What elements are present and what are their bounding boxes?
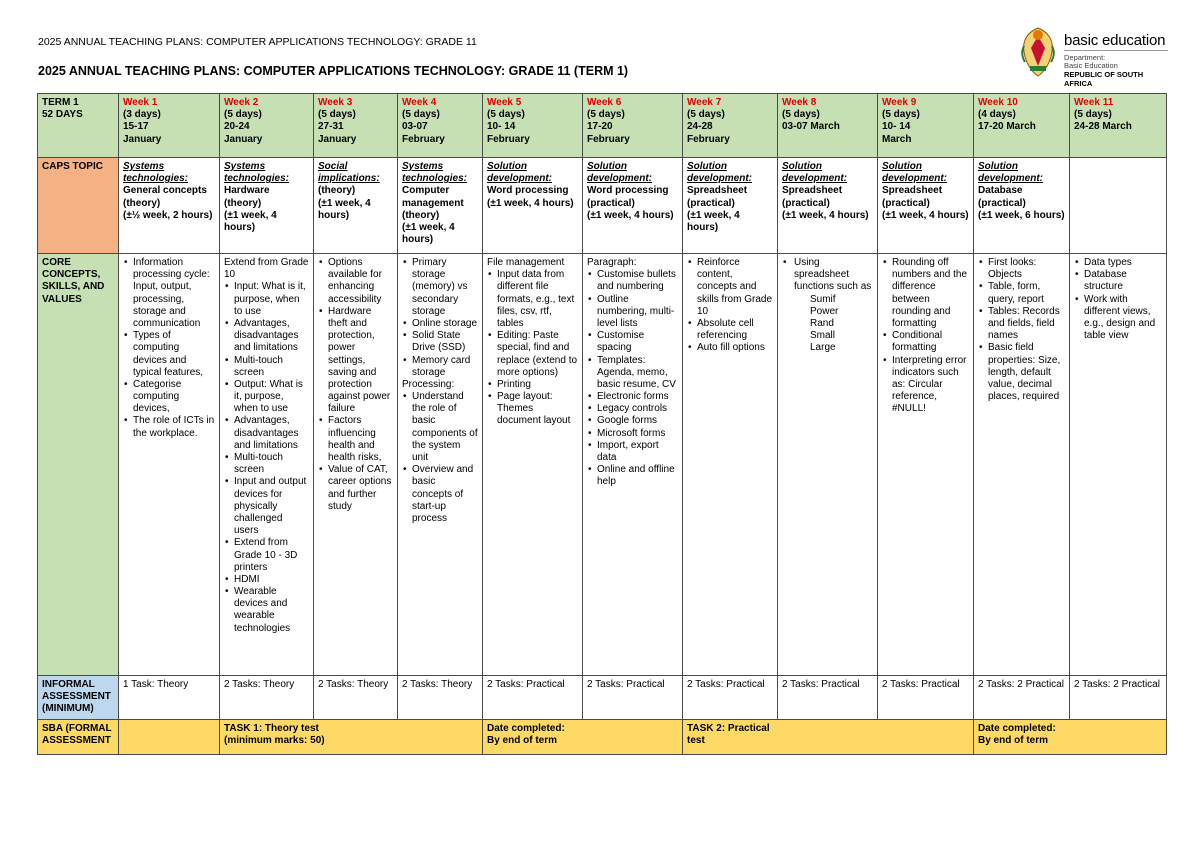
core-intro: File management: [487, 257, 565, 268]
sba-date1-label: Date completed:: [487, 722, 565, 734]
sba-date1-value: By end of term: [487, 734, 558, 746]
week-header-6: [583, 94, 683, 158]
caps-topic-week1: [119, 158, 220, 254]
caps-topic-detail: (theory): [123, 197, 161, 209]
caps-topic-detail: (±1 week, 6 hours): [978, 209, 1065, 221]
core-week10-list: [978, 257, 1065, 403]
core-concepts-week9: [878, 254, 974, 676]
function-name: Large: [810, 342, 836, 354]
week-detail: (3 days): [123, 109, 161, 121]
week-header-9: [878, 94, 974, 158]
core-concepts-label: CORE CONCEPTS, SKILLS, AND VALUES: [38, 254, 119, 676]
informal-assessment-week6: 2 Tasks: Practical: [583, 676, 683, 720]
term-name: TERM 1: [42, 97, 79, 108]
sba-date2-value: By end of term: [978, 734, 1049, 746]
core-week6-item: • Microsoft forms: [597, 428, 678, 440]
week-name: Week 2: [224, 97, 259, 108]
informal-assessment-week1: 1 Task: Theory: [119, 676, 220, 720]
caps-topic-week2: [220, 158, 314, 254]
caps-topic-detail: Spreadsheet: [882, 185, 943, 197]
core-week7-list: [687, 257, 773, 355]
caps-topic-detail: Spreadsheet: [782, 185, 843, 197]
caps-topic-heading: Social implications:: [318, 161, 380, 185]
week-header-11: [1070, 94, 1167, 158]
function-name: Small: [810, 330, 836, 342]
core-concepts-week4: [398, 254, 483, 676]
caps-topic-label: CAPS TOPIC: [38, 158, 119, 254]
core-week3-list: [318, 257, 393, 513]
caps-topic-heading: Systems technologies:: [402, 161, 468, 185]
week-detail: 15-17: [123, 121, 149, 133]
core-week6-item: • Templates: Agenda, memo, basic resume, CV: [597, 355, 678, 392]
week-detail: March: [882, 133, 912, 145]
week-detail: 03-07: [402, 121, 428, 133]
week-detail: February: [687, 133, 730, 145]
caps-topic-heading: Solution development:: [782, 161, 848, 185]
core-week4-processing-item: • Overview and basic concepts of start-up process: [412, 464, 478, 525]
core-week8-item: • Using spreadsheet functions such as: [792, 257, 873, 294]
page-title: 2025 ANNUAL TEACHING PLANS: COMPUTER APPLICATIONS TECHNOLOGY: GRADE 11 (TERM 1): [38, 64, 629, 78]
week-header-8: [778, 94, 878, 158]
core-week1-item: • The role of ICTs in the workplace.: [133, 415, 215, 439]
caps-topic-detail: (±1 week, 4 hours): [224, 209, 277, 233]
caps-topic-heading: Systems technologies:: [224, 161, 290, 185]
week-detail: (5 days): [487, 109, 525, 121]
week-detail: 03-07 March: [782, 121, 840, 133]
weeks-row: [38, 94, 1167, 158]
core-concepts-week7: [683, 254, 778, 676]
logo-dept-line1: Department:: [1064, 53, 1106, 62]
informal-assessment-week2: 2 Tasks: Theory: [220, 676, 314, 720]
sba-row: [38, 719, 1167, 754]
sba-cell-week1: [119, 719, 220, 754]
caps-topic-week4: [398, 158, 483, 254]
core-week5-item: • Printing: [497, 379, 578, 391]
caps-topic-heading: Solution development:: [687, 161, 753, 185]
core-week3-item: • Hardware theft and protection, power settings, saving and protection against power failure: [328, 306, 393, 416]
week-name: Week 7: [687, 97, 722, 108]
sba-task2-type: test: [687, 734, 705, 746]
core-week6-item: • Legacy controls: [597, 403, 678, 415]
running-header: 2025 ANNUAL TEACHING PLANS: COMPUTER APPLICATIONS TECHNOLOGY: GRADE 11: [38, 36, 477, 48]
core-week2-item: • Extend from Grade 10 - 3D printers: [234, 537, 309, 574]
caps-topic-heading: Solution development:: [882, 161, 948, 185]
core-week6-item: • Customise spacing: [597, 330, 678, 354]
week-header-7: [683, 94, 778, 158]
teaching-plan-table: [37, 93, 1167, 755]
core-week11-item: • Database structure: [1084, 269, 1162, 293]
core-subheading: Processing:: [402, 378, 455, 390]
week-detail: 24-28: [687, 121, 713, 133]
core-week3-item: • Options available for enhancing accessibility: [328, 257, 393, 306]
informal-assessment-label: INFORMAL ASSESSMENT (MINIMUM): [38, 676, 119, 720]
core-week1-item: • Categorise computing devices,: [133, 379, 215, 416]
core-concepts-week11: [1070, 254, 1167, 676]
core-week4-storage-item: • Online storage: [412, 318, 478, 330]
week-name: Week 6: [587, 97, 622, 108]
caps-topic-detail: Computer management: [402, 185, 464, 209]
week-detail: (5 days): [782, 109, 820, 121]
week-name: Week 1: [123, 97, 158, 108]
week-detail: 10- 14: [882, 121, 911, 133]
informal-assessment-week8: 2 Tasks: Practical: [778, 676, 878, 720]
week-detail: 27-31: [318, 121, 344, 133]
core-week2-list: [224, 281, 309, 634]
sba-date2-label: Date completed:: [978, 722, 1056, 734]
core-concepts-week2: [220, 254, 314, 676]
caps-topic-detail: (±1 week, 4 hours): [318, 197, 371, 221]
caps-topic-week8: [778, 158, 878, 254]
week-name: Week 3: [318, 97, 353, 108]
core-week6-item: • Google forms: [597, 415, 678, 427]
core-week8-list: [782, 257, 873, 294]
core-concepts-week3: [314, 254, 398, 676]
caps-topic-detail: (practical): [978, 197, 1026, 209]
week-detail: January: [318, 133, 357, 145]
core-week10-item: • Table, form, query, report: [988, 281, 1065, 305]
sba-task2-title: TASK 2: Practical: [687, 722, 770, 734]
caps-topic-week7: [683, 158, 778, 254]
week-detail: February: [487, 133, 530, 145]
core-week5-item: • Editing: Paste special, find and replace (extend to more options): [497, 330, 578, 379]
informal-assessment-week11: 2 Tasks: 2 Practical: [1070, 676, 1167, 720]
logo-rule: [1064, 50, 1168, 51]
caps-topic-detail: Spreadsheet: [687, 185, 748, 197]
core-week6-list: [587, 269, 678, 488]
core-week9-list: [882, 257, 969, 415]
core-week2-item: • Multi-touch screen: [234, 355, 309, 379]
informal-assessment-week10: 2 Tasks: 2 Practical: [974, 676, 1070, 720]
sba-date2: [974, 719, 1167, 754]
week-detail: (5 days): [587, 109, 625, 121]
core-week2-item: • Input and output devices for physically challenged users: [234, 476, 309, 537]
caps-topic-week10: [974, 158, 1070, 254]
core-week6-item: • Online and offline help: [597, 464, 678, 488]
core-week6-item: • Customise bullets and numbering: [597, 269, 678, 293]
core-week7-item: • Auto fill options: [697, 342, 773, 354]
caps-topic-week11: [1070, 158, 1167, 254]
core-week4-processing-item: • Understand the role of basic components of the system unit: [412, 391, 478, 464]
caps-topic-detail: (theory): [402, 209, 440, 221]
coat-of-arms-icon: [1018, 26, 1058, 78]
caps-topic-detail: (practical): [687, 197, 735, 209]
caps-topic-detail: (practical): [587, 197, 635, 209]
week-name: Week 9: [882, 97, 917, 108]
caps-topic-detail: (±1 week, 4 hours): [487, 197, 574, 209]
caps-topic-detail: Word processing: [487, 185, 569, 197]
core-week7-item: • Absolute cell referencing: [697, 318, 773, 342]
week-header-3: [314, 94, 398, 158]
core-week3-item: • Value of CAT, career options and further study: [328, 464, 393, 513]
caps-topic-detail: (theory): [318, 185, 356, 197]
week-name: Week 4: [402, 97, 437, 108]
week-detail: (4 days): [978, 109, 1016, 121]
week-detail: February: [402, 133, 445, 145]
core-concepts-row: [38, 254, 1167, 676]
core-week9-item: • Interpreting error indicators such as: Circular reference, #NULL!: [892, 355, 969, 416]
core-week10-item: • First looks: Objects: [988, 257, 1065, 281]
core-week11-list: [1074, 257, 1162, 342]
informal-assessment-week4: 2 Tasks: Theory: [398, 676, 483, 720]
core-week10-item: • Basic field properties: Size, length, default value, decimal places, required: [988, 342, 1065, 403]
core-week9-item: • Rounding off numbers and the difference between rounding and formatting: [892, 257, 969, 330]
caps-topic-detail: (±1 week, 4 hours): [782, 209, 869, 221]
core-week6-item: • Electronic forms: [597, 391, 678, 403]
week-header-10: [974, 94, 1070, 158]
week-detail: 17-20 March: [978, 121, 1036, 133]
caps-topic-heading: Solution development:: [978, 161, 1044, 185]
week-name: Week 11: [1074, 97, 1114, 108]
caps-topic-row: [38, 158, 1167, 254]
sba-task1-marks: (minimum marks: 50): [224, 734, 325, 746]
week-header-2: [220, 94, 314, 158]
core-week2-item: • Advantages, disadvantages and limitations: [234, 318, 309, 355]
core-concepts-week8: [778, 254, 878, 676]
week-detail: (5 days): [687, 109, 725, 121]
logo-brand: basic education: [1064, 32, 1166, 49]
caps-topic-week6: [583, 158, 683, 254]
sba-task1: [220, 719, 483, 754]
core-week5-item: • Input data from different file formats, e.g., text files, csv, rtf, tables: [497, 269, 578, 330]
core-week11-item: • Work with different views, e.g., design and table view: [1084, 294, 1162, 343]
caps-topic-heading: Systems technologies:: [123, 161, 189, 185]
week-detail: (5 days): [882, 109, 920, 121]
week-detail: (5 days): [402, 109, 440, 121]
informal-assessment-week7: 2 Tasks: Practical: [683, 676, 778, 720]
week-detail: (5 days): [318, 109, 356, 121]
informal-assessment-week5: 2 Tasks: Practical: [483, 676, 583, 720]
informal-assessment-week3: 2 Tasks: Theory: [314, 676, 398, 720]
caps-topic-detail: (±1 week, 4 hours): [587, 209, 674, 221]
week-detail: 24-28 March: [1074, 121, 1132, 133]
caps-topic-detail: Hardware: [224, 185, 270, 197]
caps-topic-week9: [878, 158, 974, 254]
sba-label: SBA (FORMAL ASSESSMENT: [38, 719, 119, 754]
core-week4-processing-list: [402, 391, 478, 525]
term-days: 52 DAYS: [42, 109, 83, 121]
caps-topic-week5: [483, 158, 583, 254]
term-label: [38, 94, 119, 158]
core-week2-item: • Input: What is it, purpose, when to use: [234, 281, 309, 318]
week-detail: (5 days): [1074, 109, 1112, 121]
caps-topic-detail: Database: [978, 185, 1023, 197]
core-concepts-week5: [483, 254, 583, 676]
week-header-4: [398, 94, 483, 158]
week-header-1: [119, 94, 220, 158]
week-detail: February: [587, 133, 630, 145]
core-week7-item: • Reinforce content, concepts and skills from Grade 10: [697, 257, 773, 318]
core-week2-item: • Output: What is it, purpose, when to use: [234, 379, 309, 416]
caps-topic-detail: (practical): [782, 197, 830, 209]
core-week5-item: • Page layout: Themes document layout: [497, 391, 578, 428]
sba-date1: [483, 719, 683, 754]
week-detail: 20-24: [224, 121, 250, 133]
caps-topic-detail: (practical): [882, 197, 930, 209]
core-week6-item: • Outline numbering, multi-level lists: [597, 294, 678, 331]
week-detail: January: [224, 133, 263, 145]
core-week4-storage-item: • Memory card storage: [412, 355, 478, 379]
core-week6-item: • Import, export data: [597, 440, 678, 464]
caps-topic-detail: (±1 week, 4 hours): [882, 209, 969, 221]
core-week2-item: • Multi-touch screen: [234, 452, 309, 476]
caps-topic-detail: (±1 week, 4 hours): [687, 209, 740, 233]
core-week10-item: • Tables: Records and fields, field names: [988, 306, 1065, 343]
caps-topic-detail: General concepts: [123, 185, 207, 197]
core-intro: Paragraph:: [587, 257, 637, 268]
caps-topic-detail: (theory): [224, 197, 262, 209]
caps-topic-week3: [314, 158, 398, 254]
core-concepts-week10: [974, 254, 1070, 676]
function-name: Rand: [810, 317, 834, 329]
core-week1-list: [123, 257, 215, 440]
week-name: Week 8: [782, 97, 817, 108]
week-detail: January: [123, 133, 162, 145]
core-intro: Extend from Grade 10: [224, 257, 309, 281]
week-name: Week 5: [487, 97, 522, 108]
core-week9-item: • Conditional formatting: [892, 330, 969, 354]
core-week4-storage-item: • Primary storage (memory) vs secondary storage: [412, 257, 478, 318]
core-week4-storage-item: • Solid State Drive (SSD): [412, 330, 478, 354]
caps-topic-detail: (±1 week, 4 hours): [402, 221, 455, 246]
week-detail: (5 days): [224, 109, 262, 121]
logo-country: REPUBLIC OF SOUTH AFRICA: [1064, 70, 1144, 88]
core-concepts-week6: [583, 254, 683, 676]
core-week4-storage-list: [402, 257, 478, 379]
informal-assessment-week9: 2 Tasks: Practical: [878, 676, 974, 720]
week-detail: 10- 14: [487, 121, 516, 133]
caps-topic-heading: Solution development:: [587, 161, 653, 185]
core-concepts-week1: [119, 254, 220, 676]
core-week1-item: • Information processing cycle: Input, output, processing, storage and communication: [133, 257, 215, 330]
core-week3-item: • Factors influencing health and health risks,: [328, 415, 393, 464]
caps-topic-detail: Word processing: [587, 185, 669, 197]
week-name: Week 10: [978, 97, 1018, 108]
caps-topic-heading: Solution development:: [487, 161, 553, 185]
sba-task1-title: TASK 1: Theory test: [224, 722, 319, 734]
core-week1-item: • Types of computing devices and typical features,: [133, 330, 215, 379]
dbe-logo: [1018, 26, 1168, 88]
week-header-5: [483, 94, 583, 158]
function-name: Power: [810, 305, 839, 317]
caps-topic-detail: (±½ week, 2 hours): [123, 209, 213, 221]
sba-task2: [683, 719, 974, 754]
function-name: Sumif: [810, 293, 836, 305]
core-week2-item: • Advantages, disadvantages and limitations: [234, 415, 309, 452]
core-week5-list: [487, 269, 578, 427]
week-detail: 17-20: [587, 121, 613, 133]
core-week2-item: • HDMI: [234, 574, 309, 586]
core-week2-item: • Wearable devices and wearable technologies: [234, 586, 309, 635]
logo-dept-line2: Basic Education: [1064, 61, 1118, 70]
informal-assessment-row: [38, 676, 1167, 720]
core-week11-item: • Data types: [1084, 257, 1162, 269]
